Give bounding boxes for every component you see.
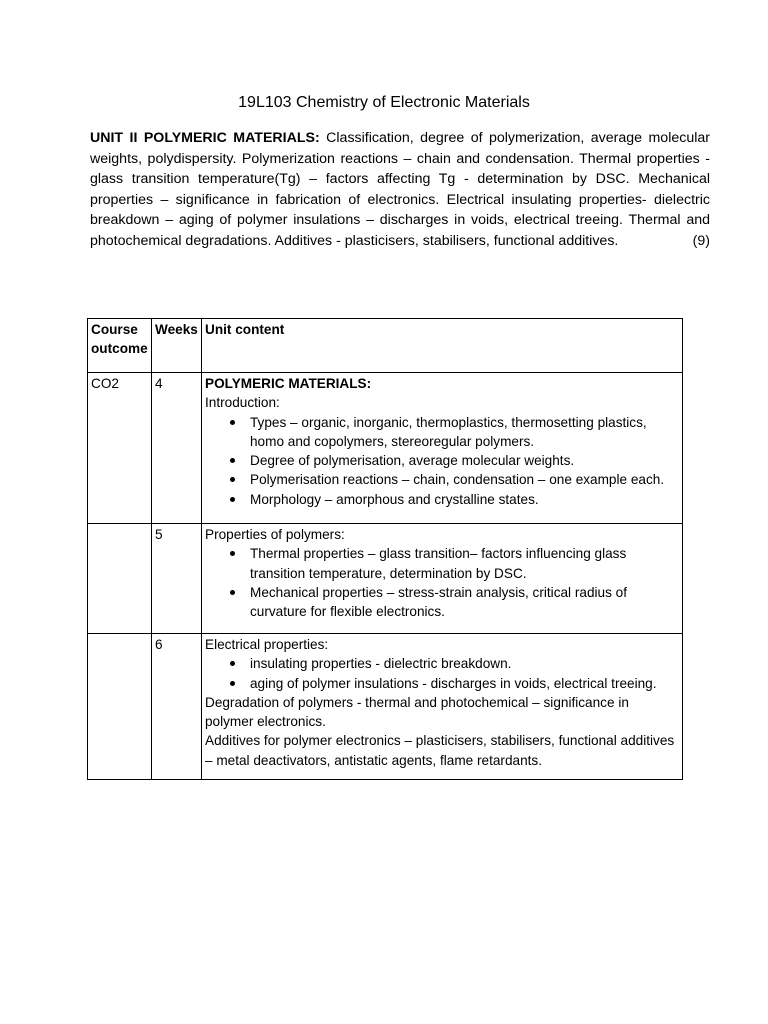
cell-week: 4 <box>152 373 202 524</box>
bullet-list <box>205 413 679 509</box>
bullet-item: Degree of polymerisation, average molecular weights. <box>250 451 679 470</box>
content-heading: POLYMERIC MATERIALS: <box>205 376 372 391</box>
bullet-item: insulating properties - dielectric breakdown. <box>250 654 679 673</box>
header-unit-content: Unit content <box>202 319 683 373</box>
content-paragraph: Degradation of polymers - thermal and photochemical – significance in polymer electronics. <box>205 694 629 730</box>
table-row <box>88 373 683 524</box>
course-content-table <box>87 318 683 780</box>
unit-hours: (9) <box>692 232 710 249</box>
cell-week: 6 <box>152 634 202 780</box>
bullet-item: Polymerisation reactions – chain, condensation – one example each. <box>250 470 679 489</box>
document-title: 19L103 Chemistry of Electronic Materials <box>238 94 530 111</box>
cell-content <box>202 524 683 634</box>
header-course-outcome: Course outcome <box>88 319 152 373</box>
content-subheading: Electrical properties: <box>205 637 329 652</box>
content-subheading: Introduction: <box>205 395 280 411</box>
cell-outcome <box>88 524 152 634</box>
cell-outcome <box>88 634 152 780</box>
bullet-item: Thermal properties – glass transition– factors influencing glass transition temperature, determination by DSC. <box>250 544 679 583</box>
bullet-item: Morphology – amorphous and crystalline states. <box>250 490 679 509</box>
table-row <box>88 524 683 634</box>
cell-content <box>202 634 683 780</box>
unit-heading: UNIT II POLYMERIC MATERIALS: <box>90 130 320 146</box>
bullet-list <box>205 544 679 621</box>
header-weeks: Weeks <box>152 319 202 373</box>
unit-description: Classification, degree of polymerization, average molecular weights, polydispersity. Polymerization reactions – chain and condensation. Thermal properties -glass transition temperature(Tg) – factors affecting Tg - determination by DSC. Mechanical properties – significance in fabrication of electronics. Electrical insulating properties- dielectric breakdown – aging of polymer insulations – discharges in voids, electrical treeing. Thermal and photochemical degradations. Additives - plasticisers, stabilisers, functional additives. <box>90 130 710 249</box>
bullet-item: Types – organic, inorganic, thermoplastics, thermosetting plastics, homo and copolymers, stereoregular polymers. <box>250 413 679 452</box>
cell-content <box>202 373 683 524</box>
bullet-list <box>205 654 679 693</box>
table-row <box>88 634 683 780</box>
bullet-item: Mechanical properties – stress-strain analysis, critical radius of curvature for flexible electronics. <box>250 583 679 622</box>
unit-summary <box>90 128 710 251</box>
content-paragraph: Additives for polymer electronics – plasticisers, stabilisers, functional additives – metal deactivators, antistatic agents, flame retardants. <box>205 733 675 768</box>
cell-outcome: CO2 <box>88 373 152 524</box>
bullet-item: aging of polymer insulations - discharges in voids, electrical treeing. <box>250 674 679 693</box>
table-header-row <box>88 319 683 373</box>
cell-week: 5 <box>152 524 202 634</box>
content-subheading: Properties of polymers: <box>205 527 345 542</box>
